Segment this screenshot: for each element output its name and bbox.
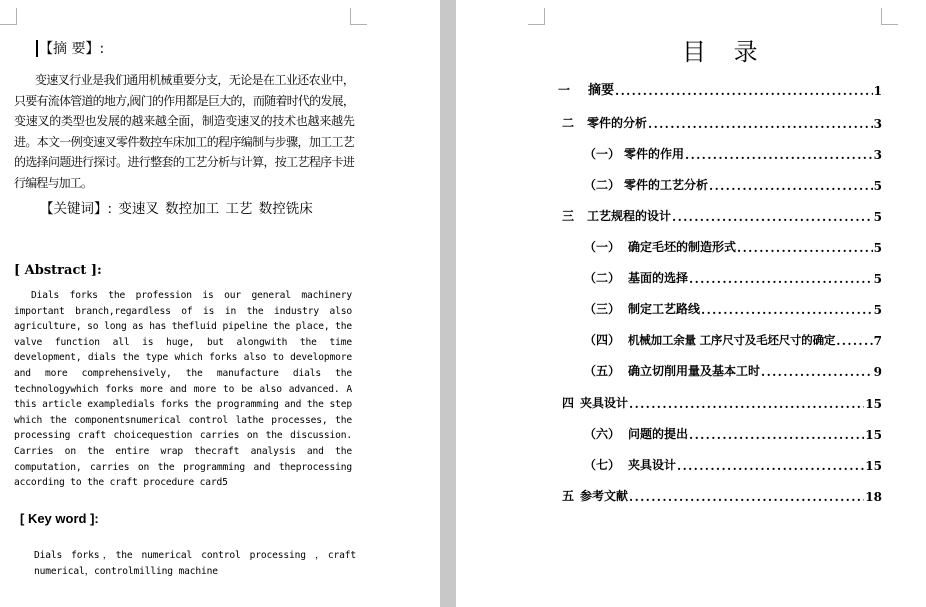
- keywords-cn: 【关键词】: 变速叉 数控加工 工艺 数控铣床: [40, 201, 313, 217]
- right-page: [456, 0, 926, 607]
- toc-entry-page: 9: [873, 365, 882, 379]
- toc-leader-dots: [737, 241, 873, 255]
- toc-entry-text: 制定工艺路线: [628, 302, 701, 316]
- abstract-cn-title-text: 【摘 要】:: [39, 41, 105, 57]
- toc-entry-number: （一）: [584, 240, 621, 254]
- toc-entry[interactable]: [562, 393, 882, 411]
- toc-entry[interactable]: [584, 455, 882, 473]
- toc-entry-number: （二）: [584, 271, 621, 285]
- toc-entry-text: 零件的作用: [624, 147, 685, 161]
- toc-entry-number: 四: [562, 396, 575, 410]
- abstract-cn-title: [36, 38, 104, 58]
- toc-entry-text: 机械加工余量 工序尺寸及毛坯尺寸的确定: [628, 333, 836, 347]
- toc-entry[interactable]: [584, 330, 882, 348]
- toc-entry[interactable]: [562, 206, 882, 224]
- toc-entry-text: 确立切削用量及基本工时: [628, 364, 761, 378]
- toc-entry-page: 15: [865, 428, 882, 442]
- toc-entry-number: （四）: [584, 333, 621, 347]
- toc-entry-number: 一: [558, 83, 571, 97]
- toc-entry-page: 5: [873, 241, 882, 255]
- toc-entry-number: （一）: [584, 147, 621, 161]
- toc-entry-page: 3: [873, 148, 882, 162]
- toc-leader-dots: [615, 84, 873, 98]
- toc-leader-dots: [836, 334, 872, 348]
- toc-entry[interactable]: [584, 299, 882, 317]
- crop-mark-top-right: [881, 8, 898, 25]
- toc-entry-page: 15: [865, 397, 882, 411]
- keyword-en-body: Dials forks，the numerical control processing ，craft numerical，controlmilling machine: [34, 550, 356, 577]
- toc-entry[interactable]: [584, 237, 882, 255]
- toc-entry[interactable]: [584, 361, 882, 379]
- toc-entry-page: 1: [873, 84, 882, 98]
- toc-entry-text: 零件的分析: [587, 116, 648, 130]
- toc-entry-number: 五: [562, 489, 575, 503]
- crop-mark-top-left: [0, 8, 17, 25]
- toc-entry-page: 7: [873, 334, 882, 348]
- toc-entry-page: 3: [873, 117, 882, 131]
- toc-title: 目 录: [682, 38, 768, 66]
- toc-leader-dots: [709, 179, 873, 193]
- toc-entry[interactable]: [584, 268, 882, 286]
- text-cursor: [36, 40, 38, 57]
- toc-entry-number: （六）: [584, 427, 621, 441]
- toc-entry-number: 三: [562, 209, 575, 223]
- toc-entry-page: 18: [865, 490, 882, 504]
- toc-entry-text: 问题的提出: [628, 427, 689, 441]
- toc-entry-page: 5: [873, 210, 882, 224]
- left-page: [0, 0, 440, 607]
- toc-leader-dots: [761, 365, 873, 379]
- toc-leader-dots: [648, 117, 873, 131]
- toc-leader-dots: [629, 490, 864, 504]
- toc-entry-page: 15: [865, 459, 882, 473]
- toc-leader-dots: [672, 210, 873, 224]
- abstract-cn-body: 变速叉行业是我们通用机械重要分支，无论是在工业还农业中，只要有流体管道的地方,阀门的作用都是巨大的，而随着时代的发展，变速叉的类型也发展的越来越全面，制造变速叉的技术也越来越先进。本文一例变速叉零件数控车床加工的程序编制与步骤，加工工艺的选择问题进行探讨。进行整套的工艺分析与计算，按工艺程序卡进行编程与加工。: [14, 73, 354, 190]
- toc-leader-dots: [677, 459, 864, 473]
- toc-entry-text: 参考文献: [580, 489, 629, 503]
- abstract-en-title: [ Abstract ]:: [14, 263, 102, 278]
- toc-entry[interactable]: [584, 175, 882, 193]
- toc-entry-text: 夹具设计: [628, 458, 677, 472]
- toc-entry[interactable]: [584, 144, 882, 162]
- toc-entry-text: 基面的选择: [628, 271, 689, 285]
- toc-entry-text: 摘要: [588, 83, 615, 98]
- toc-entry[interactable]: [584, 424, 882, 442]
- page-gutter: [440, 0, 456, 607]
- crop-mark-top-right: [350, 8, 367, 25]
- toc-leader-dots: [629, 397, 864, 411]
- toc-leader-dots: [685, 148, 873, 162]
- toc-leader-dots: [689, 428, 864, 442]
- toc-entry-text: 工艺规程的设计: [587, 209, 672, 223]
- toc-leader-dots: [701, 303, 873, 317]
- toc-entry-text: 夹具设计: [580, 396, 629, 410]
- toc-entry-page: 5: [873, 272, 882, 286]
- toc-entry[interactable]: [558, 80, 882, 98]
- abstract-en-body: Dials forks the profession is our general machinery important branch,regardless of is in the industry also agriculture, so long as has thefluid pipeline the place, the valve function all is huge, but alongwith the time development, dials the type which forks also to developmore and more comprehensively, the manufacture dials the technologywhich forks more and more to be also advanced. A this article exampledials forks the programming and the step which the componentsnumerical control lathe processes, the processing craft choicequestion carries on the discussion. Carries on the entire wrap thecraft analysis and the computation, carries on the programming and theprocessing according to the craft procedure card5: [14, 290, 352, 489]
- toc-entry-number: 二: [562, 116, 575, 130]
- toc-entry[interactable]: [562, 486, 882, 504]
- toc-entry-page: 5: [873, 303, 882, 317]
- toc-entry-number: （七）: [584, 458, 621, 472]
- toc-entry-number: （五）: [584, 364, 621, 378]
- toc-entry-number: （二）: [584, 178, 621, 192]
- toc-entry-text: 确定毛坯的制造形式: [628, 240, 737, 254]
- keyword-en-title: [ Key word ]:: [20, 511, 99, 526]
- toc-entry[interactable]: [562, 113, 882, 131]
- crop-mark-top-left: [528, 8, 545, 25]
- toc-entry-page: 5: [873, 179, 882, 193]
- toc-entry-number: （三）: [584, 302, 621, 316]
- toc-entry-text: 零件的工艺分析: [624, 178, 709, 192]
- toc-leader-dots: [689, 272, 873, 286]
